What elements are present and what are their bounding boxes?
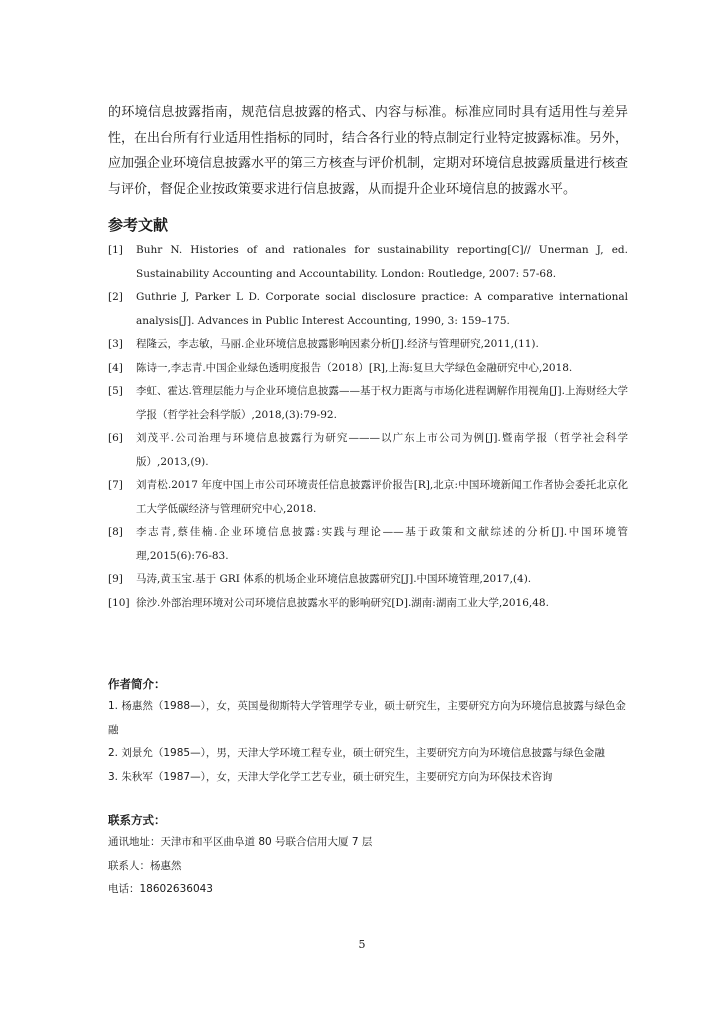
reference-text: 刘青松.2017 年度中国上市公司环境责任信息披露评价报告[R],北京:中国环境新闻工作者协会委托北京化工大学低碳经济与管理研究中心,2018.	[136, 479, 628, 515]
reference-number: [1]	[108, 244, 123, 256]
reference-text: Guthrie J, Parker L D. Corporate social disclosure practice: A comparative international analysis[J]. Advances in Public Interest Accounting, 1990, 3: 159–175.	[136, 291, 628, 327]
reference-number: [7]	[108, 479, 123, 491]
reference-item	[108, 239, 628, 286]
reference-number: [2]	[108, 291, 123, 303]
reference-item	[108, 427, 628, 474]
author-list	[108, 695, 632, 789]
reference-number: [5]	[108, 385, 123, 397]
contact-person: 联系人：杨惠然	[108, 859, 182, 872]
reference-item	[108, 568, 628, 592]
reference-item	[108, 521, 628, 568]
reference-number: [6]	[108, 432, 123, 444]
reference-text: 马涛,黄玉宝.基于 GRI 体系的机场企业环境信息披露研究[J].中国环境管理,2017,(4).	[136, 573, 532, 585]
reference-item	[108, 286, 628, 333]
page-number: 5	[358, 938, 366, 951]
reference-item	[108, 380, 628, 427]
reference-text: 徐沙.外部治理环境对公司环境信息披露水平的影响研究[D].湖南:湖南工业大学,2016,48.	[136, 596, 549, 609]
reference-text: Buhr N. Histories of and rationales for sustainability reporting[C]// Unerman J, ed. Sustainability Accounting and Accountability. London: Routledge, 2007: 57-68.	[136, 244, 628, 280]
reference-text: 李志青,蔡佳楠.企业环境信息披露:实践与理论——基于政策和文献综述的分析[J].中国环境管理,2015(6):76-83.	[136, 526, 628, 562]
reference-item	[108, 357, 628, 381]
contact-heading: 联系方式：	[108, 813, 166, 827]
reference-number: [10]	[108, 596, 130, 609]
body-paragraph: 的环境信息披露指南，规范信息披露的格式、内容与标准。标准应同时具有适用性与差异性，在出台所有行业适用性指标的同时，结合各行业的特点制定行业特定披露标准。另外，应加强企业环境信息披露水平的第三方核查与评价机制，定期对环境信息披露质量进行核查与评价，督促企业按政策要求进行信息披露，从而提升企业环境信息的披露水平。	[108, 105, 629, 197]
authors-heading: 作者简介：	[108, 677, 166, 691]
reference-text: 陈诗一,李志青.中国企业绿色透明度报告（2018）[R],上海:复旦大学绿色金融研究中心,2018.	[136, 361, 573, 374]
reference-text: 刘茂平.公司治理与环境信息披露行为研究———以广东上市公司为例[J].暨南学报（哲学社会科学版）,2013,(9).	[136, 432, 628, 468]
author-item: 2. 刘景允（1985—），男，天津大学环境工程专业，硕士研究生，主要研究方向为环境信息披露与绿色金融	[108, 747, 605, 759]
reference-text: 李虹、霍达.管理层能力与企业环境信息披露——基于权力距离与市场化进程调解作用视角[J].上海财经大学学报（哲学社会科学版）,2018,(3):79-92.	[136, 385, 628, 421]
contact-block	[108, 831, 632, 902]
reference-number: [8]	[108, 526, 123, 538]
reference-list	[108, 239, 628, 615]
reference-number: [3]	[108, 338, 123, 350]
reference-item	[108, 474, 628, 521]
references-heading: 参考文献	[108, 216, 169, 234]
author-item: 3. 朱秋军（1987—），女，天津大学化学工艺专业，硕士研究生，主要研究方向为环保技术咨询	[108, 770, 553, 783]
reference-item	[108, 592, 628, 616]
reference-number: [4]	[108, 361, 123, 374]
reference-text: 程隆云，李志敏，马丽.企业环境信息披露影响因素分析[J].经济与管理研究,2011,(11).	[136, 338, 539, 350]
contact-phone: 电话：18602636043	[108, 883, 213, 895]
reference-item	[108, 333, 628, 357]
reference-number: [9]	[108, 573, 123, 585]
author-item: 1. 杨惠然（1988—），女，英国曼彻斯特大学管理学专业，硕士研究生，主要研究方向为环境信息披露与绿色金融	[108, 700, 626, 736]
contact-address: 通讯地址：天津市和平区曲阜道 80 号联合信用大厦 7 层	[108, 836, 373, 848]
